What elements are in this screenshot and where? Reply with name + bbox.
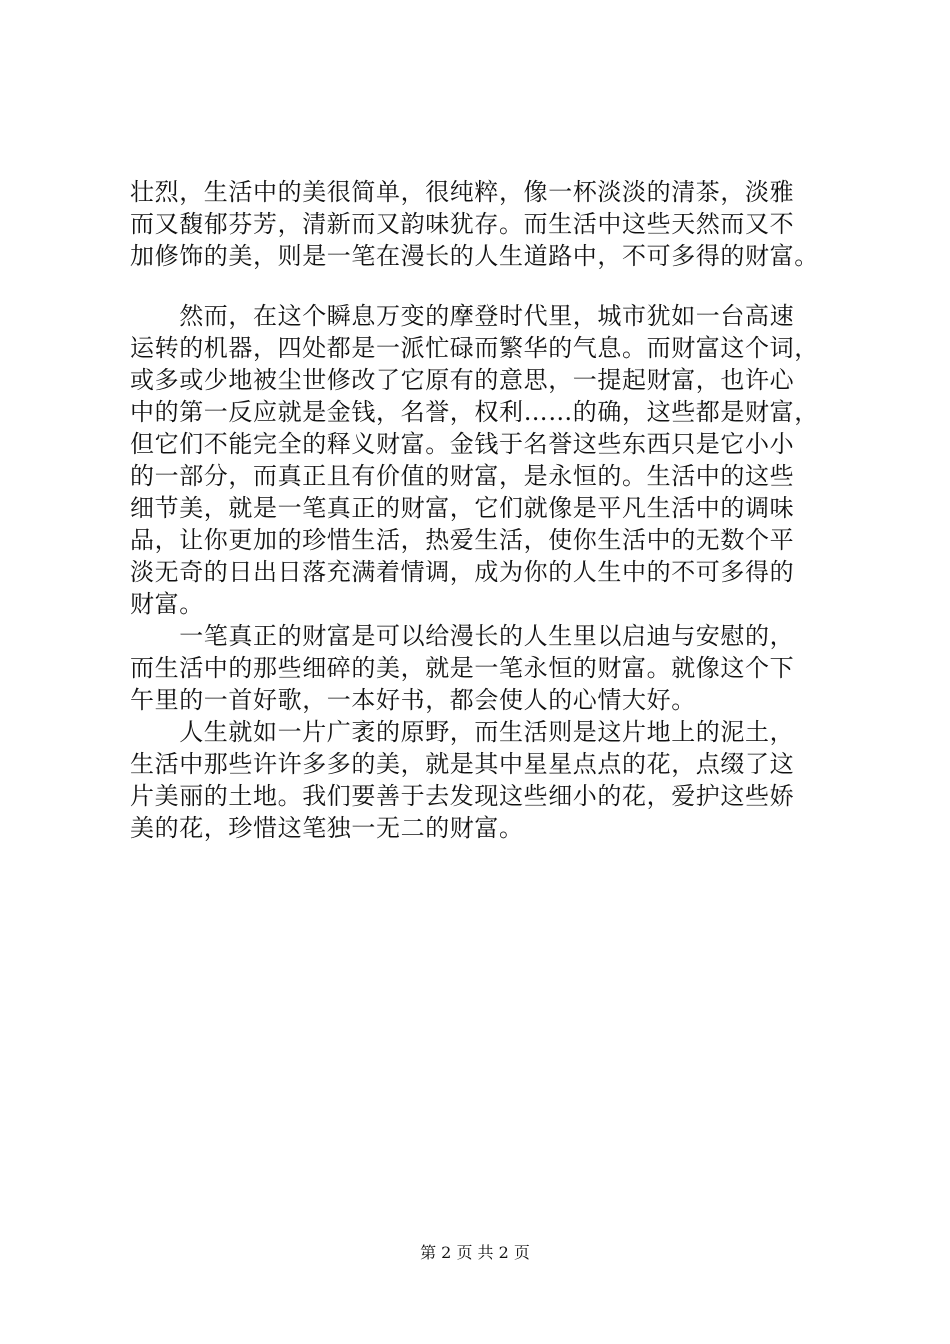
text-line: 但它们不能完全的释义财富。金钱于名誉这些东西只是它小小 <box>130 430 795 458</box>
text-line: 生活中那些许许多多的美，就是其中星星点点的花，点缀了这 <box>130 750 795 778</box>
text-line: 片美丽的土地。我们要善于去发现这些细小的花，爱护这些娇 <box>130 782 795 810</box>
text-line: 而生活中的那些细碎的美，就是一笔永恒的财富。就像这个下 <box>130 654 795 682</box>
text-line: 或多或少地被尘世修改了它原有的意思，一提起财富，也许心 <box>130 366 795 394</box>
text-line: 细节美，就是一笔真正的财富，它们就像是平凡生活中的调味 <box>130 494 795 522</box>
text-line: 人生就如一片广袤的原野，而生活则是这片地上的泥土， <box>130 718 795 746</box>
text-line: 运转的机器，四处都是一派忙碌而繁华的气息。而财富这个词， <box>130 334 819 362</box>
text-line: 中的第一反应就是金钱，名誉，权利……的确，这些都是财富， <box>130 398 819 426</box>
text-line: 的一部分，而真正且有价值的财富，是永恒的。生活中的这些 <box>130 462 795 490</box>
text-line: 品，让你更加的珍惜生活，热爱生活，使你生活中的无数个平 <box>130 526 795 554</box>
text-line: 然而，在这个瞬息万变的摩登时代里，城市犹如一台高速 <box>130 302 795 330</box>
text-line: 壮烈，生活中的美很简单，很纯粹，像一杯淡淡的清茶，淡雅 <box>130 178 795 206</box>
text-line: 美的花，珍惜这笔独一无二的财富。 <box>130 814 524 842</box>
text-line: 一笔真正的财富是可以给漫长的人生里以启迪与安慰的， <box>130 622 795 650</box>
page-footer: 第 2 页 共 2 页 <box>420 1243 530 1262</box>
text-line: 淡无奇的日出日落充满着情调，成为你的人生中的不可多得的 <box>130 558 795 586</box>
text-line: 财富。 <box>130 590 204 618</box>
text-line: 而又馥郁芬芳，清新而又韵味犹存。而生活中这些天然而又不 <box>130 210 795 238</box>
text-line: 午里的一首好歌，一本好书，都会使人的心情大好。 <box>130 686 696 714</box>
text-line: 加修饰的美，则是一笔在漫长的人生道路中，不可多得的财富。 <box>130 242 819 270</box>
